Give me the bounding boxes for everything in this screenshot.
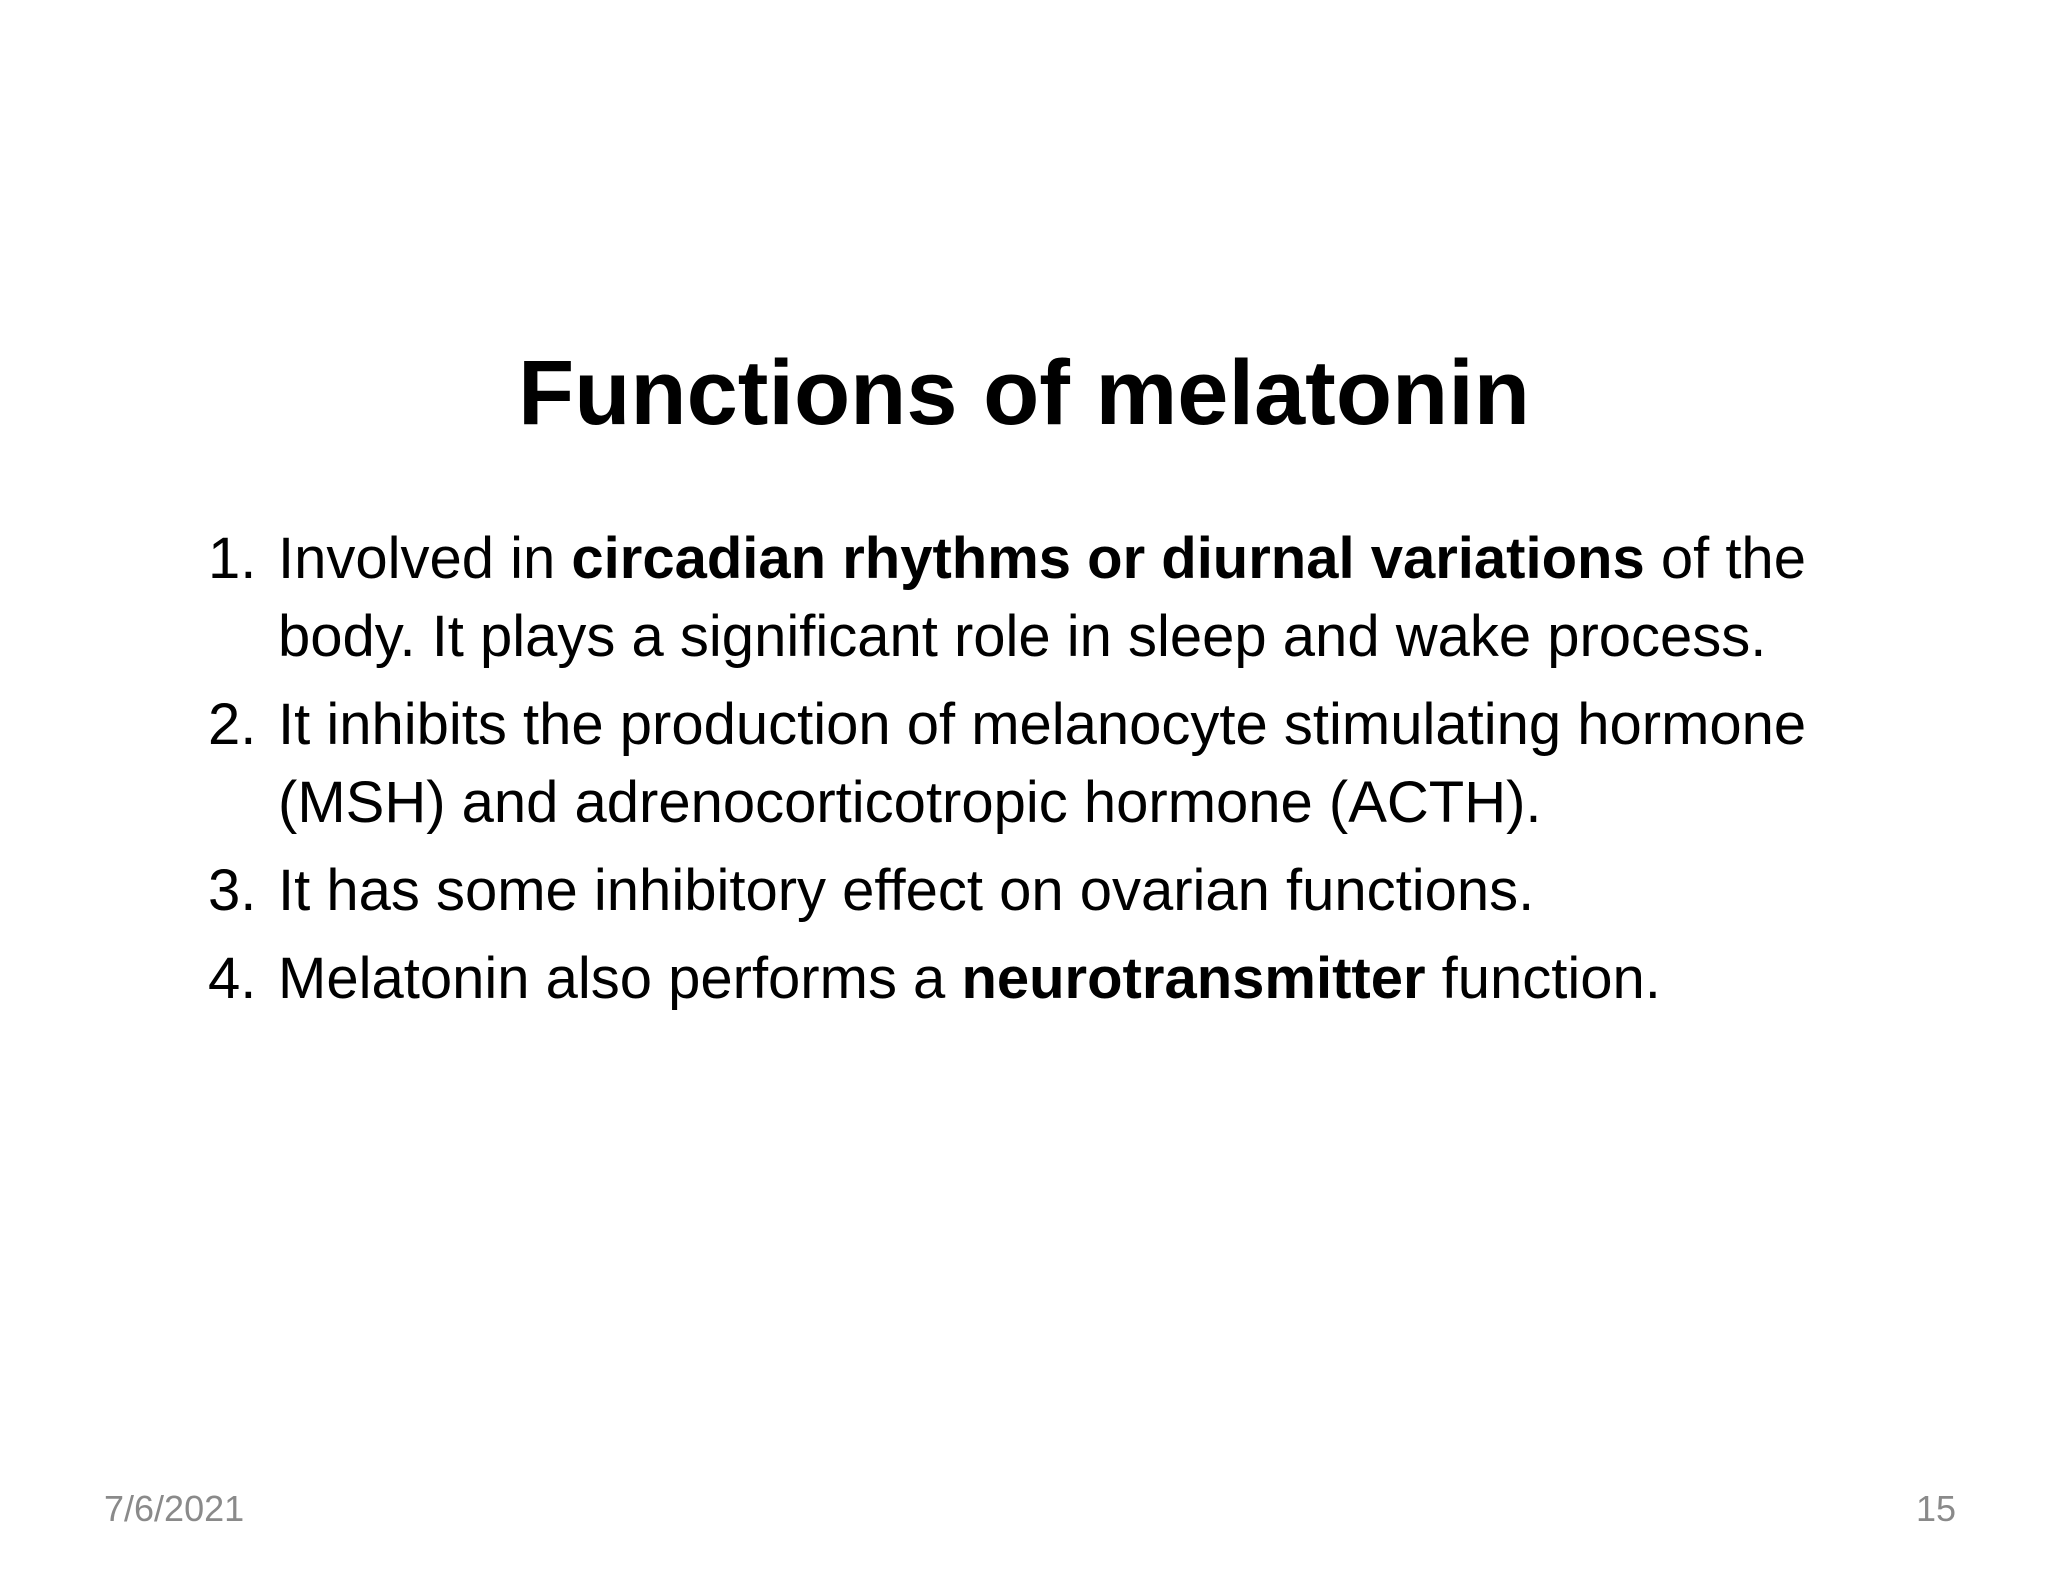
list-item-number: 2. bbox=[208, 692, 257, 757]
list-item-text: of the body. It plays a significant role in sleep and wake process. bbox=[278, 526, 1806, 669]
list-item-text: It has some inhibitory effect on ovarian functions. bbox=[278, 858, 1535, 923]
footer-date: 7/6/2021 bbox=[104, 1488, 245, 1529]
list-item-number: 3. bbox=[208, 858, 257, 923]
list-item-emphasis: circadian rhythms or diurnal variations bbox=[571, 526, 1645, 591]
footer-page-number: 15 bbox=[1915, 1488, 1956, 1529]
functions-list bbox=[208, 520, 1858, 1028]
list-item-text: It inhibits the production of melanocyte stimulating hormone (MSH) and adrenocorticotropic hormone (ACTH). bbox=[278, 692, 1807, 835]
list-item bbox=[208, 852, 1858, 930]
slide-title: Functions of melatonin bbox=[518, 342, 1530, 444]
list-item-number: 4. bbox=[208, 946, 257, 1011]
list-item bbox=[208, 520, 1858, 676]
list-item bbox=[208, 686, 1858, 842]
list-item-emphasis: neurotransmitter bbox=[961, 946, 1426, 1011]
list-item-text: Involved in bbox=[278, 526, 572, 591]
list-item bbox=[208, 940, 1858, 1018]
list-item-text: function. bbox=[1425, 946, 1661, 1011]
list-item-number: 1. bbox=[208, 526, 257, 591]
list-item-text: Melatonin also performs a bbox=[278, 946, 962, 1011]
